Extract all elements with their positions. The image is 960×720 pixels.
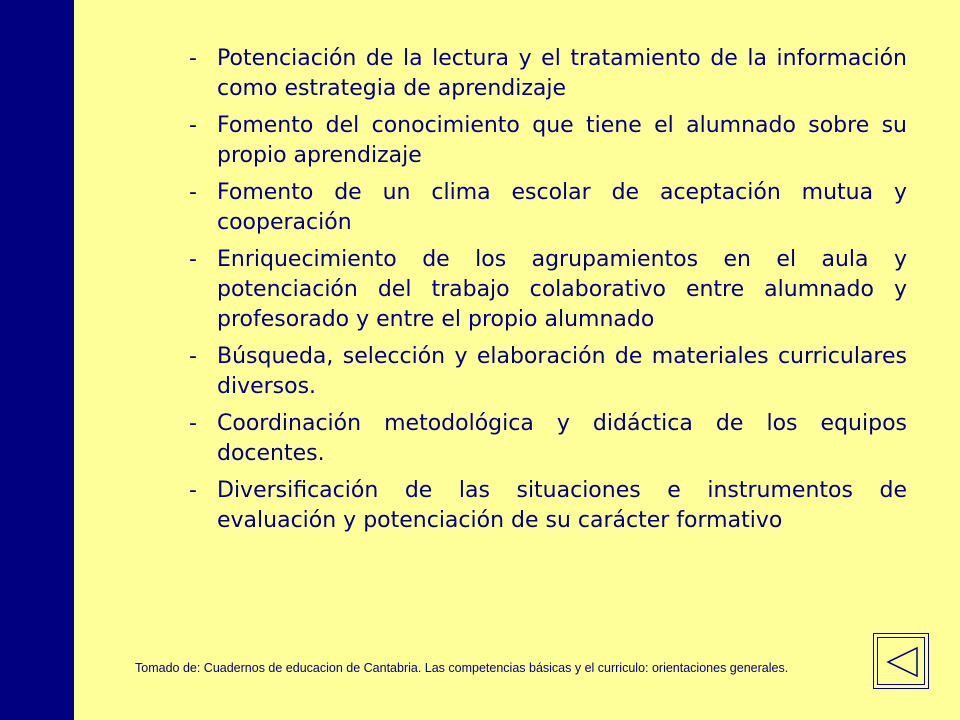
- list-item: - Fomento de un clima escolar de aceptación mutua y cooperación: [189, 180, 907, 235]
- list-item-text: Búsqueda, selección y elaboración de materiales curriculares diversos.: [217, 344, 907, 399]
- list-item: - Búsqueda, selección y elaboración de materiales curriculares diversos.: [189, 344, 907, 399]
- left-sidebar-bar: [0, 0, 74, 720]
- list-item: - Diversificación de las situaciones e instrumentos de evaluación y potenciación de su carácter formativo: [189, 478, 907, 533]
- back-triangle-icon: [874, 634, 930, 690]
- back-button[interactable]: [873, 633, 929, 689]
- list-item-text: Coordinación metodológica y didáctica de los equipos docentes.: [217, 411, 907, 466]
- list-item-text: Diversificación de las situaciones e instrumentos de evaluación y potenciación de su carácter formativo: [217, 478, 907, 533]
- bullet-list: [189, 44, 907, 543]
- list-item-text: Potenciación de la lectura y el tratamiento de la información como estrategia de aprendizaje: [217, 46, 907, 101]
- list-item: - Fomento del conocimiento que tiene el alumnado sobre su propio aprendizaje: [189, 113, 907, 168]
- list-item-text: Fomento de un clima escolar de aceptación mutua y cooperación: [217, 180, 907, 235]
- list-item: - Coordinación metodológica y didáctica de los equipos docentes.: [189, 411, 907, 466]
- list-item-text: Fomento del conocimiento que tiene el alumnado sobre su propio aprendizaje: [217, 113, 907, 168]
- list-item: - Enriquecimiento de los agrupamientos en el aula y potenciación del trabajo colaborativo entre alumnado y profesorado y entre el propio alumnado: [189, 247, 907, 332]
- list-item: - Potenciación de la lectura y el tratamiento de la información como estrategia de aprendizaje: [189, 46, 907, 101]
- list-item-text: Enriquecimiento de los agrupamientos en el aula y potenciación del trabajo colaborativo entre alumnado y profesorado y entre el propio alumnado: [217, 247, 907, 332]
- source-note: Tomado de: Cuadernos de educacion de Cantabria. Las competencias básicas y el curriculo: orientaciones generales.: [135, 661, 789, 675]
